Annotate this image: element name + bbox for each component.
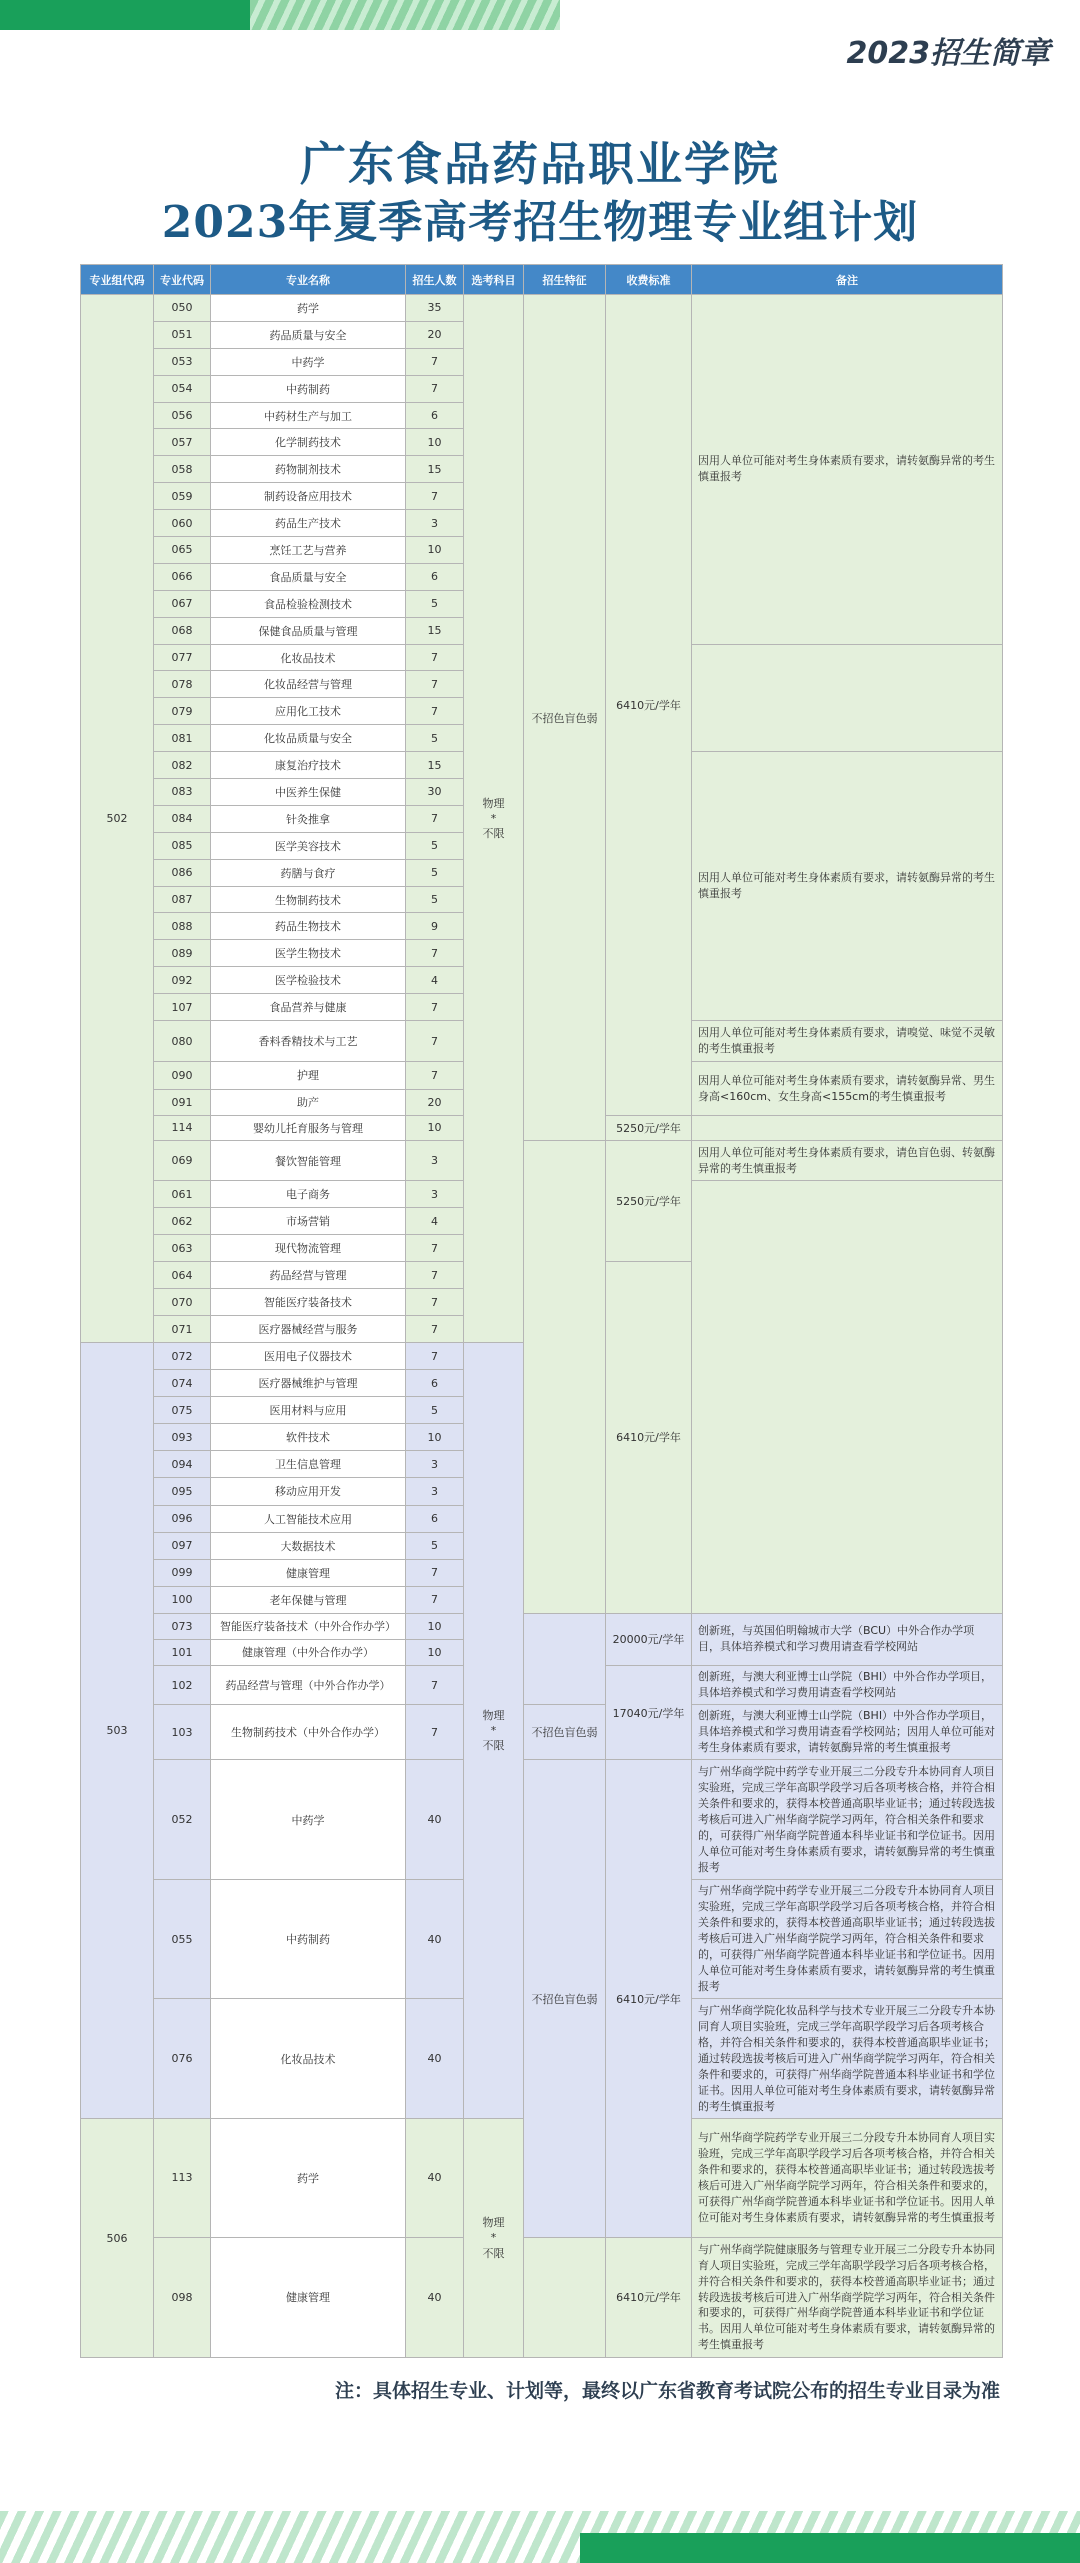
remark: 创新班，与澳大利亚博士山学院（BHI）中外合作办学项目，具体培养模式和学习费用请查看学校网站；因用人单位可能对考生身体素质有要求，请转氨酶异常的考生慎重报考	[692, 1705, 1003, 1760]
major-code: 068	[154, 617, 211, 644]
major-code: 078	[154, 671, 211, 698]
major-code: 103	[154, 1705, 211, 1760]
enrollment-quota: 7	[406, 348, 464, 375]
major-name: 中药学	[211, 1760, 406, 1880]
major-name: 化妆品技术	[211, 644, 406, 671]
remark: 创新班，与英国伯明翰城市大学（BCU）中外合作办学项目，具体培养模式和学习费用请查看学校网站	[692, 1613, 1003, 1665]
admission-feature	[524, 1613, 606, 1705]
major-name: 健康管理	[211, 1559, 406, 1586]
admission-feature: 不招色盲色弱	[524, 295, 606, 1141]
major-name: 应用化工技术	[211, 698, 406, 725]
remark: 与广州华商学院药学专业开展三二分段专升本协同育人项目实验班，完成三学年高职学段学习后各项考核合格，并符合相关条件和要求的，获得本校普通高职毕业证书；通过转段选拔考核后可进入广州华商学院学习两年，符合相关条件和要求的，可获得广州华商学院普通本科毕业证书和学位证书。因用人单位可能对考生身体素质有要求，请转氨酶异常的考生慎重报考	[692, 2119, 1003, 2238]
major-code: 085	[154, 832, 211, 859]
major-code: 099	[154, 1559, 211, 1586]
major-code: 089	[154, 940, 211, 967]
enrollment-quota: 5	[406, 725, 464, 752]
major-name: 助产	[211, 1089, 406, 1115]
enrollment-quota: 5	[406, 1532, 464, 1559]
enrollment-quota: 7	[406, 1235, 464, 1262]
major-code: 113	[154, 2119, 211, 2238]
enrollment-quota: 5	[406, 1397, 464, 1424]
enrollment-quota: 7	[406, 940, 464, 967]
major-name: 药膳与食疗	[211, 859, 406, 886]
major-name: 医疗器械维护与管理	[211, 1370, 406, 1397]
major-name: 康复治疗技术	[211, 752, 406, 779]
major-name: 药品生物技术	[211, 913, 406, 940]
enrollment-quota: 7	[406, 698, 464, 725]
enrollment-quota: 7	[406, 1021, 464, 1062]
header-quota: 招生人数	[406, 265, 464, 295]
major-code: 092	[154, 967, 211, 994]
major-code: 069	[154, 1141, 211, 1181]
major-code: 096	[154, 1505, 211, 1532]
major-name: 医学美容技术	[211, 832, 406, 859]
major-code: 107	[154, 994, 211, 1021]
major-name: 化妆品经营与管理	[211, 671, 406, 698]
remark	[692, 1115, 1003, 1140]
major-code: 102	[154, 1665, 211, 1704]
tuition-fee: 6410元/学年	[606, 1760, 692, 2238]
enrollment-quota: 7	[406, 1062, 464, 1089]
major-code: 065	[154, 537, 211, 564]
major-name: 药品生产技术	[211, 510, 406, 537]
enrollment-quota: 3	[406, 1141, 464, 1181]
major-code: 080	[154, 1021, 211, 1062]
major-name: 药品经营与管理（中外合作办学）	[211, 1665, 406, 1704]
enrollment-quota: 40	[406, 1760, 464, 1880]
major-code: 077	[154, 644, 211, 671]
table-row	[81, 1141, 1003, 1181]
enrollment-quota: 3	[406, 1181, 464, 1208]
remark: 与广州华商学院中药学专业开展三二分段专升本协同育人项目实验班，完成三学年高职学段学习后各项考核合格，并符合相关条件和要求的，获得本校普通高职毕业证书；通过转段选拔考核后可进入广州华商学院学习两年，符合相关条件和要求的，可获得广州华商学院普通本科毕业证书和学位证书。因用人单位可能对考生身体素质有要求，请转氨酶异常的考生慎重报考	[692, 1760, 1003, 1880]
major-name: 医用电子仪器技术	[211, 1343, 406, 1370]
major-code: 053	[154, 348, 211, 375]
enrollment-quota: 7	[406, 1559, 464, 1586]
enrollment-quota: 3	[406, 1451, 464, 1478]
enrollment-quota: 5	[406, 859, 464, 886]
enrollment-quota: 15	[406, 456, 464, 483]
major-name: 移动应用开发	[211, 1478, 406, 1505]
major-code: 094	[154, 1451, 211, 1478]
enrollment-quota: 40	[406, 2237, 464, 2357]
table-row	[81, 295, 1003, 322]
major-code: 083	[154, 779, 211, 806]
tuition-fee: 6410元/学年	[606, 1262, 692, 1613]
major-name: 药学	[211, 295, 406, 322]
major-code: 101	[154, 1639, 211, 1665]
major-code: 097	[154, 1532, 211, 1559]
enrollment-quota: 7	[406, 1343, 464, 1370]
major-name: 生物制药技术	[211, 886, 406, 913]
major-name: 餐饮智能管理	[211, 1141, 406, 1181]
major-name: 食品质量与安全	[211, 563, 406, 590]
header-major-code: 专业代码	[154, 265, 211, 295]
page-subtitle: 2023年夏季高考招生物理专业组计划	[161, 197, 919, 248]
remark: 与广州华商学院健康服务与管理专业开展三二分段专升本协同育人项目实验班，完成三学年高职学段学习后各项考核合格，并符合相关条件和要求的，获得本校普通高职毕业证书；通过转段选拔考核后可进入广州华商学院学习两年，符合相关条件和要求的，可获得广州华商学院普通本科毕业证书和学位证书。因用人单位可能对考生身体素质有要求，请转氨酶异常的考生慎重报考	[692, 2237, 1003, 2357]
enrollment-quota: 7	[406, 994, 464, 1021]
enrollment-quota: 10	[406, 537, 464, 564]
major-name: 药物制剂技术	[211, 456, 406, 483]
major-code: 081	[154, 725, 211, 752]
major-code: 098	[154, 2237, 211, 2357]
remark: 与广州华商学院化妆品科学与技术专业开展三二分段专升本协同育人项目实验班，完成三学年高职学段学习后各项考核合格，并符合相关条件和要求的，获得本校普通高职毕业证书；通过转段选拔考核后可进入广州华商学院学习两年，符合相关条件和要求的，可获得广州华商学院普通本科毕业证书和学位证书。因用人单位可能对考生身体素质有要求，请转氨酶异常的考生慎重报考	[692, 1999, 1003, 2119]
major-name: 生物制药技术（中外合作办学）	[211, 1705, 406, 1760]
enrollment-quota: 7	[406, 1705, 464, 1760]
major-name: 医用材料与应用	[211, 1397, 406, 1424]
top-decoration	[0, 0, 560, 30]
table-row	[81, 2237, 1003, 2357]
major-name: 智能医疗装备技术（中外合作办学）	[211, 1613, 406, 1639]
major-name: 中医养生保健	[211, 779, 406, 806]
major-code: 050	[154, 295, 211, 322]
subject-requirement: 物理 * 不限	[464, 1343, 524, 2119]
major-code: 093	[154, 1424, 211, 1451]
enrollment-quota: 3	[406, 510, 464, 537]
major-code: 091	[154, 1089, 211, 1115]
group-code: 503	[81, 1343, 154, 2119]
major-code: 084	[154, 805, 211, 832]
major-code: 066	[154, 563, 211, 590]
enrollment-quota: 7	[406, 805, 464, 832]
major-name: 大数据技术	[211, 1532, 406, 1559]
major-code: 058	[154, 456, 211, 483]
admission-feature	[524, 1141, 606, 1614]
enrollment-quota: 10	[406, 1115, 464, 1140]
bottom-green-bar	[580, 2533, 1080, 2563]
major-name: 中药学	[211, 348, 406, 375]
major-name: 卫生信息管理	[211, 1451, 406, 1478]
enrollment-quota: 15	[406, 617, 464, 644]
group-code: 506	[81, 2119, 154, 2358]
enrollment-quota: 9	[406, 913, 464, 940]
group-code: 502	[81, 295, 154, 1343]
major-name: 市场营销	[211, 1208, 406, 1235]
enrollment-quota: 10	[406, 1613, 464, 1639]
enrollment-quota: 10	[406, 429, 464, 456]
tuition-fee: 20000元/学年	[606, 1613, 692, 1665]
major-code: 088	[154, 913, 211, 940]
major-code: 055	[154, 1879, 211, 1999]
major-code: 082	[154, 752, 211, 779]
major-name: 药学	[211, 2119, 406, 2238]
enrollment-quota: 7	[406, 1586, 464, 1613]
remark: 因用人单位可能对考生身体素质有要求，请转氨酶异常的考生慎重报考	[692, 295, 1003, 645]
admission-feature	[524, 2237, 606, 2357]
major-code: 051	[154, 321, 211, 348]
major-code: 071	[154, 1316, 211, 1343]
major-code: 087	[154, 886, 211, 913]
enrollment-quota: 7	[406, 1316, 464, 1343]
enrollment-quota: 20	[406, 1089, 464, 1115]
header-major-name: 专业名称	[211, 265, 406, 295]
enrollment-quota: 6	[406, 1370, 464, 1397]
table-row	[81, 1760, 1003, 1880]
major-code: 061	[154, 1181, 211, 1208]
brochure-label: 2023招生简章	[846, 36, 1050, 71]
tuition-fee: 17040元/学年	[606, 1665, 692, 1759]
table-row	[81, 1613, 1003, 1639]
major-code: 079	[154, 698, 211, 725]
major-name: 中药制药	[211, 375, 406, 402]
major-name: 食品营养与健康	[211, 994, 406, 1021]
major-name: 中药材生产与加工	[211, 402, 406, 429]
admission-feature: 不招色盲色弱	[524, 1760, 606, 2238]
major-code: 057	[154, 429, 211, 456]
admission-feature: 不招色盲色弱	[524, 1705, 606, 1760]
major-name: 针灸推拿	[211, 805, 406, 832]
major-code: 076	[154, 1999, 211, 2119]
enrollment-quota: 7	[406, 671, 464, 698]
enrollment-quota: 3	[406, 1478, 464, 1505]
enrollment-quota: 40	[406, 1879, 464, 1999]
enrollment-quota: 4	[406, 1208, 464, 1235]
enrollment-quota: 7	[406, 1665, 464, 1704]
top-stripe-bar	[250, 0, 560, 30]
major-code: 052	[154, 1760, 211, 1880]
enrollment-quota: 7	[406, 1289, 464, 1316]
major-code: 060	[154, 510, 211, 537]
major-code: 062	[154, 1208, 211, 1235]
enrollment-quota: 6	[406, 1505, 464, 1532]
major-code: 067	[154, 590, 211, 617]
major-code: 056	[154, 402, 211, 429]
enrollment-quota: 35	[406, 295, 464, 322]
major-code: 064	[154, 1262, 211, 1289]
major-name: 老年保健与管理	[211, 1586, 406, 1613]
header-subject: 选考科目	[464, 265, 524, 295]
enrollment-quota: 7	[406, 644, 464, 671]
tuition-fee: 6410元/学年	[606, 2237, 692, 2357]
enrollment-quota: 6	[406, 402, 464, 429]
major-code: 070	[154, 1289, 211, 1316]
tuition-fee: 6410元/学年	[606, 295, 692, 1116]
major-name: 药品经营与管理	[211, 1262, 406, 1289]
enrollment-quota: 5	[406, 590, 464, 617]
major-name: 软件技术	[211, 1424, 406, 1451]
major-code: 095	[154, 1478, 211, 1505]
major-name: 电子商务	[211, 1181, 406, 1208]
major-name: 婴幼儿托育服务与管理	[211, 1115, 406, 1140]
major-code: 063	[154, 1235, 211, 1262]
major-name: 医疗器械经营与服务	[211, 1316, 406, 1343]
major-code: 114	[154, 1115, 211, 1140]
header-fee: 收费标准	[606, 265, 692, 295]
enrollment-quota: 5	[406, 832, 464, 859]
enrollment-quota: 7	[406, 375, 464, 402]
major-name: 制药设备应用技术	[211, 483, 406, 510]
subject-requirement: 物理 * 不限	[464, 295, 524, 1343]
enrollment-quota: 10	[406, 1639, 464, 1665]
major-name: 健康管理	[211, 2237, 406, 2357]
header-note: 备注	[692, 265, 1003, 295]
enrollment-quota: 30	[406, 779, 464, 806]
major-code: 074	[154, 1370, 211, 1397]
enrollment-quota: 10	[406, 1424, 464, 1451]
enrollment-quota: 40	[406, 2119, 464, 2238]
major-name: 药品质量与安全	[211, 321, 406, 348]
header-group-code: 专业组代码	[81, 265, 154, 295]
major-name: 现代物流管理	[211, 1235, 406, 1262]
tuition-fee: 5250元/学年	[606, 1115, 692, 1140]
page-title: 广东食品药品职业学院	[300, 137, 780, 191]
major-name: 化学制药技术	[211, 429, 406, 456]
top-green-bar	[0, 0, 250, 30]
major-code: 075	[154, 1397, 211, 1424]
tuition-fee: 5250元/学年	[606, 1141, 692, 1262]
remark: 因用人单位可能对考生身体素质有要求，请转氨酶异常的考生慎重报考	[692, 752, 1003, 1021]
enrollment-quota: 40	[406, 1999, 464, 2119]
major-name: 智能医疗装备技术	[211, 1289, 406, 1316]
remark: 创新班，与澳大利亚博士山学院（BHI）中外合作办学项目，具体培养模式和学习费用请查看学校网站	[692, 1665, 1003, 1704]
admission-plan-table	[80, 264, 1003, 2358]
enrollment-quota: 6	[406, 563, 464, 590]
enrollment-quota: 5	[406, 886, 464, 913]
enrollment-quota: 4	[406, 967, 464, 994]
remark: 与广州华商学院中药学专业开展三二分段专升本协同育人项目实验班，完成三学年高职学段学习后各项考核合格，并符合相关条件和要求的，获得本校普通高职毕业证书；通过转段选拔考核后可进入广州华商学院学习两年，符合相关条件和要求的，可获得广州华商学院普通本科毕业证书和学位证书。因用人单位可能对考生身体素质有要求，请转氨酶异常的考生慎重报考	[692, 1879, 1003, 1999]
table-body	[81, 295, 1003, 2358]
major-name: 化妆品技术	[211, 1999, 406, 2119]
footnote: 注：具体招生专业、计划等，最终以广东省教育考试院公布的招生专业目录为准	[334, 2380, 1000, 2402]
enrollment-quota: 15	[406, 752, 464, 779]
remark: 因用人单位可能对考生身体素质有要求，请色盲色弱、转氨酶异常的考生慎重报考	[692, 1141, 1003, 1181]
major-name: 人工智能技术应用	[211, 1505, 406, 1532]
major-name: 医学检验技术	[211, 967, 406, 994]
remark: 因用人单位可能对考生身体素质有要求，请转氨酶异常、男生身高<160cm、女生身高<155cm的考生慎重报考	[692, 1062, 1003, 1115]
major-code: 059	[154, 483, 211, 510]
major-code: 054	[154, 375, 211, 402]
major-name: 健康管理（中外合作办学）	[211, 1639, 406, 1665]
major-name: 医学生物技术	[211, 940, 406, 967]
major-name: 食品检验检测技术	[211, 590, 406, 617]
enrollment-quota: 7	[406, 483, 464, 510]
major-code: 073	[154, 1613, 211, 1639]
enrollment-quota: 20	[406, 321, 464, 348]
major-code: 100	[154, 1586, 211, 1613]
enrollment-quota: 7	[406, 1262, 464, 1289]
major-name: 保健食品质量与管理	[211, 617, 406, 644]
major-name: 化妆品质量与安全	[211, 725, 406, 752]
major-name: 香料香精技术与工艺	[211, 1021, 406, 1062]
major-name: 护理	[211, 1062, 406, 1089]
major-code: 086	[154, 859, 211, 886]
remark	[692, 1181, 1003, 1613]
major-code: 072	[154, 1343, 211, 1370]
table-row	[81, 1705, 1003, 1760]
remark	[692, 644, 1003, 752]
bottom-decoration	[0, 2511, 1080, 2563]
header-feature: 招生特征	[524, 265, 606, 295]
major-code: 090	[154, 1062, 211, 1089]
remark: 因用人单位可能对考生身体素质有要求，请嗅觉、味觉不灵敏的考生慎重报考	[692, 1021, 1003, 1062]
table-header-row	[81, 265, 1003, 295]
major-name: 中药制药	[211, 1879, 406, 1999]
subject-requirement: 物理 * 不限	[464, 2119, 524, 2358]
major-name: 烹饪工艺与营养	[211, 537, 406, 564]
